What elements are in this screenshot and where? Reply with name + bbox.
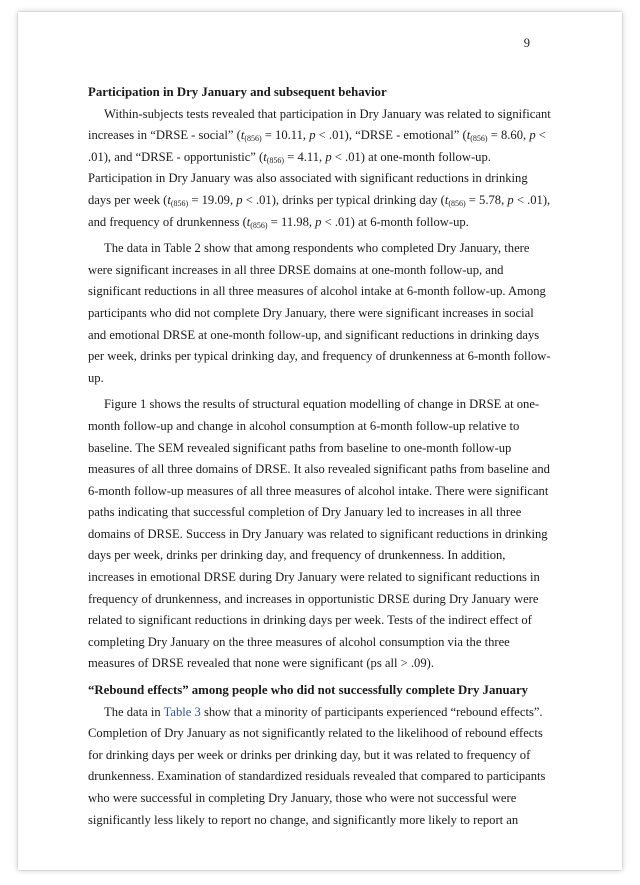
document-page [18,12,622,870]
paragraph-within-subjects: Within-subjects tests revealed that participation in Dry January was related to significant increases in “DRSE - social” ($t_{(856)} = 10.11$, p < .01), “DRSE - emotional” ($t_{(856)} = 8.60$, p < .01), and “DRSE - opportunistic” ($t_{(856)} = 4.11$, p < .01) at one-month follow-up. Participation in Dry January was also associated with significant reductions in drinking days per week ($t_{(856)} = 19.09$, p < .01), drinks per typical drinking day ($t_{(856)} = 5.78$, p < .01), and frequency of drunkenness ($t_{(856)} = 11.98$, p < .01) at 6-month follow-up. [88,106,551,230]
paragraph-figure-1: Figure 1 shows the results of structural equation modelling of change in DRSE at one-month follow-up and change in alcohol consumption at 6-month follow-up relative to baseline. The SEM revealed significant paths from baseline to one-month follow-up measures of all three domains of DRSE. It also revealed significant paths from baseline and 6-month follow-up measures of all three measures of alcohol intake. There were significant paths indicating that successful completion of Dry January led to increases in all three domains of DRSE. Success in Dry January was related to significant reductions in drinking days per week, drinks per drinking day, and frequency of drunkenness. In addition, increases in emotional DRSE during Dry January were related to significant reductions in frequency of drunkenness, and increases in opportunistic DRSE during Dry January were related to significant reductions in drinking days per week. Tests of the indirect effect of completing Dry January on the three measures of alcohol consumption via the three measures of DRSE revealed that none were significant (ps all > .09). [88,397,550,671]
page-content [88,82,553,831]
section-heading-rebound: “Rebound effects” among people who did not successfully complete Dry January [88,683,529,698]
table-3-link[interactable]: Table 3 [163,704,201,719]
paragraph-rebound: The data in Table 3 show that a minority of participants experienced “rebound effects”. Completion of Dry January as not significantly related to the likelihood of rebound effects for drinking days per week or drinks per drinking day, but it was related to frequency of drunkenness. Examination of standardized residuals revealed that compared to participants who were successful in completing Dry January, those who were not successful were significantly less likely to report no change, and significantly more likely to report an [88,704,546,827]
paragraph-table-2: The data in Table 2 show that among respondents who completed Dry January, there were significant increases in all three DRSE domains at one-month follow-up, and significant reductions in all three measures of alcohol intake at 6-month follow-up. Among participants who did not complete Dry January, there were significant increases in social and emotional DRSE at one-month follow-up, and significant reductions in drinking days per week, drinks per typical drinking day, and frequency of drunkenness at 6-month follow-up. [88,241,551,385]
section-heading-participation: Participation in Dry January and subsequent behavior [88,85,387,99]
page-number: 9 [523,36,530,50]
